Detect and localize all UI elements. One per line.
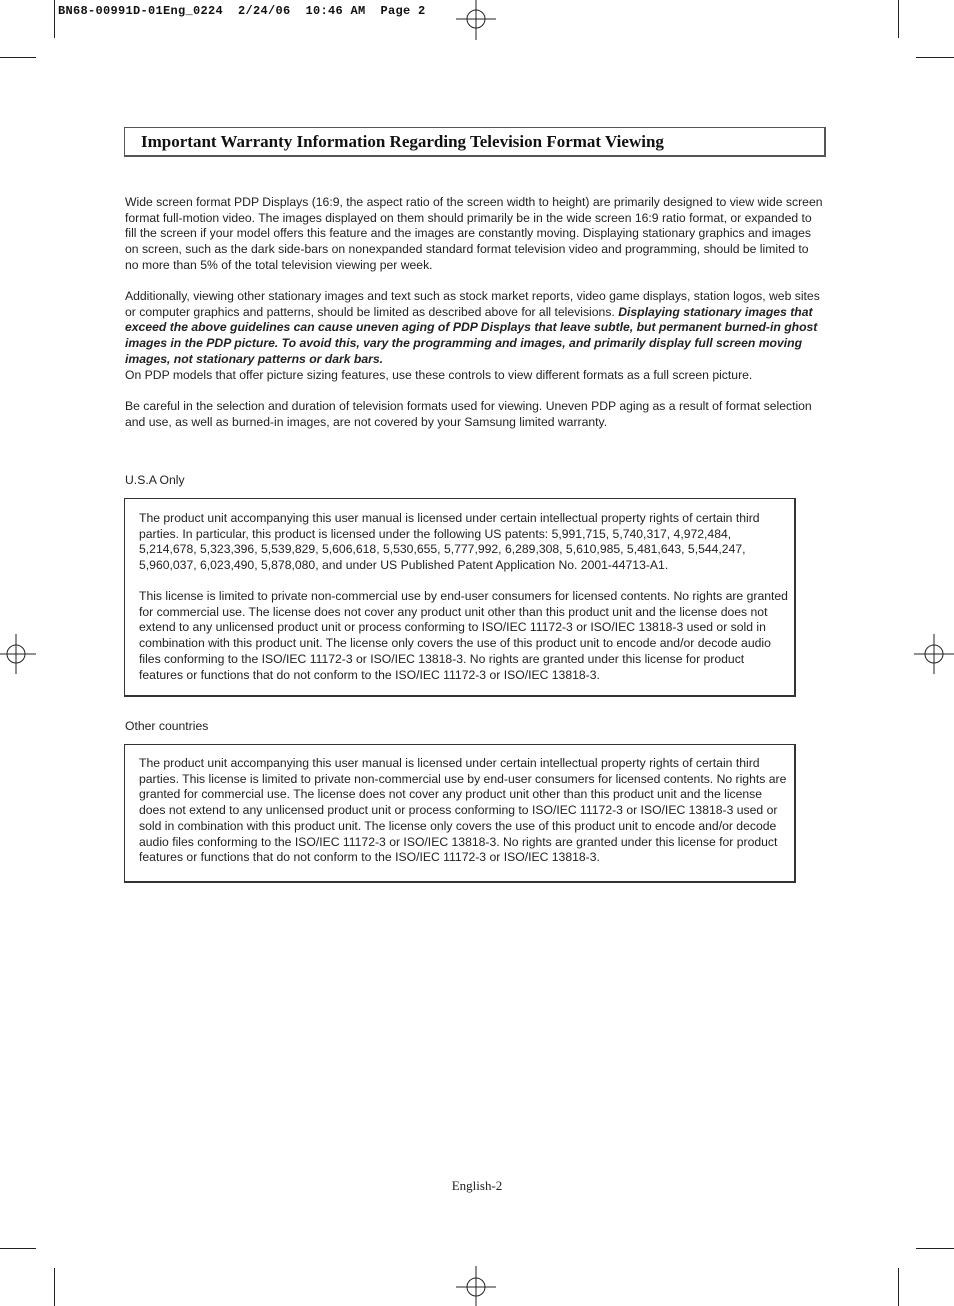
paragraph-text: Additionally, viewing other stationary images and text such as stock market reports, video game displays, station logos, web sites or computer graphics and patterns, should be limited as described above for all televisions. [125, 289, 820, 319]
registration-mark-icon [914, 634, 954, 674]
crop-mark [916, 1248, 954, 1249]
crop-mark [54, 0, 55, 38]
warranty-paragraph: Be careful in the selection and duration of television formats used for viewing. Uneven PDP aging as a result of format selection and use, as well as burned-in images, are not covered by your Samsung limited warranty. [125, 399, 812, 429]
crop-mark [898, 1268, 899, 1306]
registration-mark-icon [456, 0, 496, 40]
intro-paragraph: Wide screen format PDP Displays (16:9, the aspect ratio of the screen width to height) are primarily designed to view wide screen format full-motion video. The images displayed on them should primarily be in the wide screen 16:9 ratio format, or expanded to fill the screen if your model offers this feature and the images are constantly moving. Displaying stationary graphics and images on screen, such as the dark side-bars on nonexpanded standard format television video and programming, should be limited to no more than 5% of the total television viewing per week. [125, 195, 823, 272]
page-title: Important Warranty Information Regarding Television Format Viewing [141, 132, 664, 151]
registration-mark-icon [0, 634, 36, 674]
crop-mark [898, 0, 899, 38]
warning-text: Displaying stationary images that exceed the above guidelines can cause uneven aging of PDP Displays that leave subtle, but permanent burned-in ghost images in the PDP picture. To avoid this, vary the programming and images, and primarily display full screen moving images, not stationary patterns or dark bars. [125, 304, 818, 366]
stationary-images-paragraph [125, 289, 825, 383]
registration-mark-icon [456, 1266, 496, 1306]
crop-mark [0, 1248, 36, 1249]
usa-license-box [124, 498, 796, 697]
license-paragraph: The product unit accompanying this user manual is licensed under certain intellectual property rights of certain third parties. In particular, this product is licensed under the following US patents: 5,991,715, 5,740,317, 4,972,484, 5,214,678, 5,323,396, 5,539,829, 5,606,618, 5,530,655, 5,777,992, 6,289,308, 5,610,985, 5,481,643, 5,544,247, 5,960,037, 6,023,490, 5,878,080, and under US Published Patent Application No. 2001-44713-A1. [139, 511, 760, 573]
usa-section-label: U.S.A Only [125, 473, 185, 487]
crop-mark [54, 1268, 55, 1306]
crop-mark [916, 57, 954, 58]
title-box [124, 127, 826, 157]
license-paragraph: This license is limited to private non-commercial use by end-user consumers for licensed contents. No rights are granted for commercial use. The license does not cover any product unit other than this product unit and the license does not extend to any unlicensed product unit or process conforming to ISO/IEC 11172-3 or ISO/IEC 13818-3 used or sold in combination with this product unit. The license only covers the use of this product unit to encode and/or decode audio files conforming to the ISO/IEC 11172-3 or ISO/IEC 13818-3. No rights are granted under this license for product features or functions that do not conform to the ISO/IEC 11172-3 or ISO/IEC 13818-3. [139, 589, 788, 682]
print-slug: BN68-00991D-01Eng_0224 2/24/06 10:46 AM Page 2 [58, 4, 426, 18]
crop-mark [0, 57, 36, 58]
page-number: English-2 [451, 1178, 503, 1193]
license-paragraph: The product unit accompanying this user manual is licensed under certain intellectual property rights of certain third parties. This license is limited to private non-commercial use by end-user consumers for licensed contents. No rights are granted for commercial use. The license does not cover any product unit other than this product unit and the license does not extend to any unlicensed product unit or process conforming to ISO/IEC 11172-3 or ISO/IEC 13818-3 used or sold in combination with this product unit. The license only covers the use of this product unit to encode and/or decode audio files conforming to the ISO/IEC 11172-3 or ISO/IEC 13818-3. No rights are granted under this license for product features or functions that do not conform to the ISO/IEC 11172-3 or ISO/IEC 13818-3. [139, 756, 787, 865]
other-license-box [124, 744, 796, 883]
other-countries-label: Other countries [125, 719, 209, 733]
paragraph-text: On PDP models that offer picture sizing features, use these controls to view different formats as a full screen picture. [125, 367, 753, 382]
